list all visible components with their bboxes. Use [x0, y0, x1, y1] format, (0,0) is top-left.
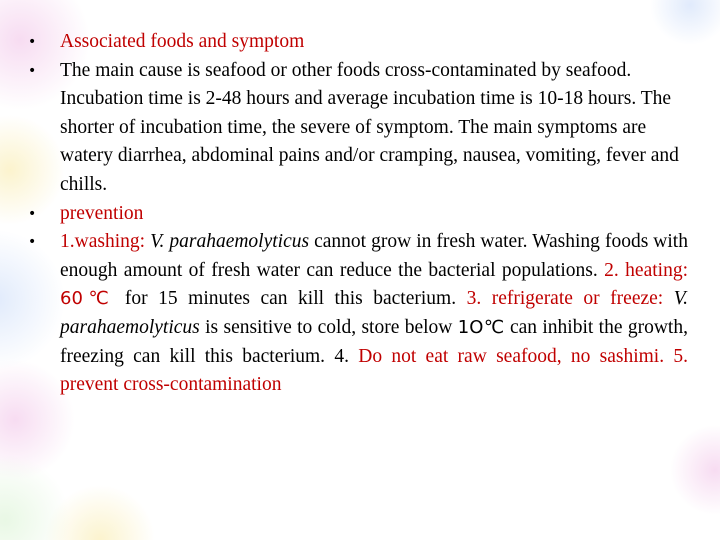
- bullet-dot: •: [28, 62, 37, 79]
- step-no-raw-label: Do not eat raw seafood, no sashimi.: [358, 345, 665, 367]
- step-refrigerate-text-2: can inhibit the growth, freezing can kill this bacterium. 4.: [60, 316, 688, 367]
- bullet-dot: •: [28, 205, 37, 222]
- bullet-dot: •: [28, 34, 37, 50]
- step-washing-text: cannot grow in fresh water. Washing foods with enough amount of fresh water can reduce the bacterial populations.: [60, 231, 688, 281]
- prevention-paragraph: [60, 231, 688, 395]
- list-item: [28, 200, 688, 229]
- storage-temperature: 1O℃: [457, 316, 505, 338]
- species-name: V. parahaemolyticus: [60, 288, 689, 338]
- step-heating-text: for 15 minutes can kill this bacterium.: [114, 288, 467, 310]
- step-cross-contamination: 5. prevent cross-contamination: [60, 345, 689, 396]
- slide-content: [28, 28, 688, 400]
- heading-associated-foods: Associated foods and symptom: [60, 31, 305, 52]
- heading-prevention: prevention: [60, 202, 144, 224]
- step-washing-label: 1.washing:: [60, 231, 151, 253]
- step-refrigerate-text: is sensitive to cold, store below: [199, 316, 458, 338]
- list-item: [28, 228, 688, 400]
- bullet-dot: •: [28, 234, 37, 251]
- heating-temperature: 60℃: [60, 288, 115, 310]
- species-name: V. parahaemolyticus: [150, 231, 310, 253]
- list-item: [28, 57, 688, 200]
- list-item: [28, 28, 688, 57]
- main-cause-paragraph: The main cause is seafood or other foods cross-contaminated by seafood. Incubation time is 2-48 hours and average incubation time is 10-18 hours. The shorter of incubation time, the severe of symptom. The main symptoms are watery diarrhea, abdominal pains and/or cramping, nausea, vomiting, fever and chills.: [60, 59, 679, 195]
- step-heating-label: 2. heating:: [604, 259, 688, 281]
- bullet-list: [28, 28, 688, 400]
- step-refrigerate-label: 3. refrigerate or freeze:: [466, 288, 674, 310]
